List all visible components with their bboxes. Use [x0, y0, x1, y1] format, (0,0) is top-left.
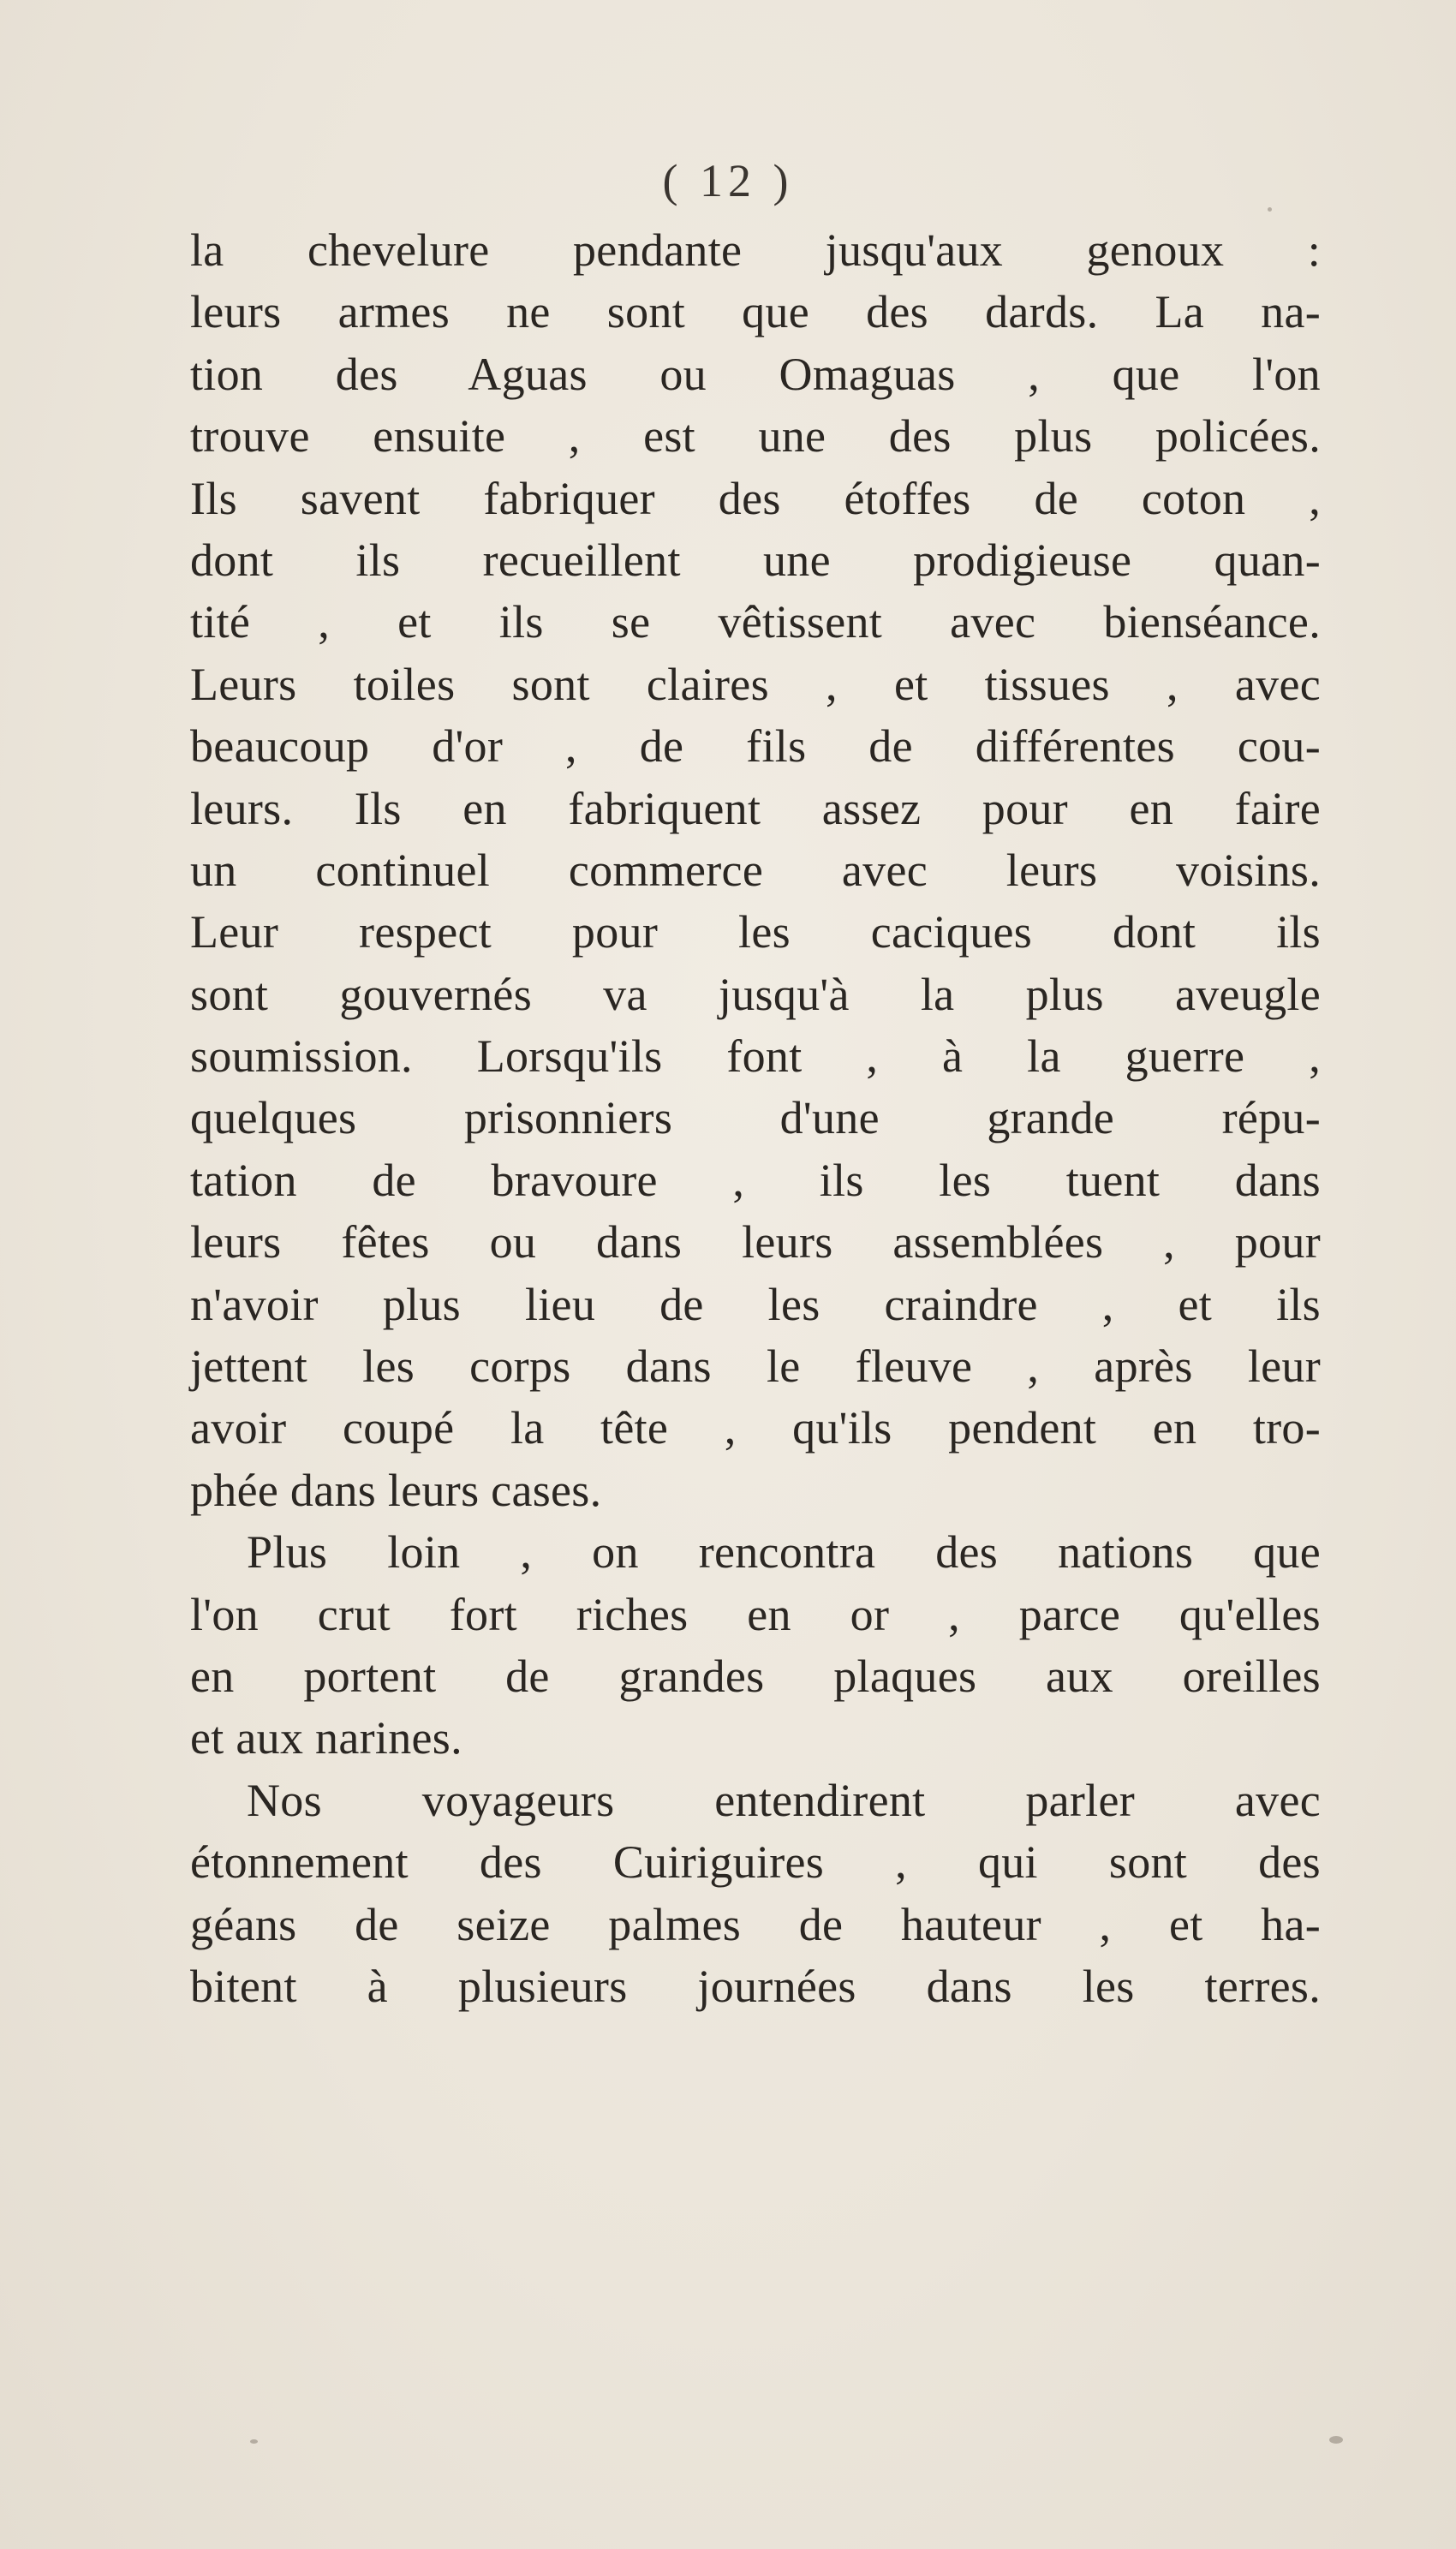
- text-line: leurs fêtes ou dans leurs assemblées , pour: [190, 1216, 1321, 1269]
- text-line: bitent à plusieurs journées dans les terres.: [190, 1960, 1321, 2012]
- text-line: soumission. Lorsqu'ils font , à la guerre ,: [190, 1030, 1321, 1083]
- text-line: et aux narines.: [190, 1712, 462, 1764]
- text-line: quelques prisonniers d'une grande répu-: [190, 1092, 1321, 1144]
- text-line: beaucoup d'or , de fils de différentes cou-: [190, 720, 1321, 773]
- text-line: Ils savent fabriquer des étoffes de coton ,: [190, 472, 1321, 524]
- paper-speck: [1268, 207, 1272, 212]
- text-line: tité , et ils se vêtissent avec bienséance.: [190, 596, 1321, 648]
- body-text: [190, 219, 1321, 2017]
- text-line: un continuel commerce avec leurs voisins.: [190, 844, 1321, 896]
- text-line: Leurs toiles sont claires , et tissues , avec: [190, 658, 1321, 710]
- text-line: avoir coupé la tête , qu'ils pendent en tro-: [190, 1402, 1321, 1454]
- text-line: la chevelure pendante jusqu'aux genoux :: [190, 224, 1321, 276]
- text-line: trouve ensuite , est une des plus policées.: [190, 410, 1321, 463]
- text-line: étonnement des Cuiriguires , qui sont des: [190, 1836, 1321, 1889]
- text-line: jettent les corps dans le fleuve , après leur: [190, 1340, 1321, 1393]
- paper-speck: [250, 2439, 258, 2444]
- text-line: leurs armes ne sont que des dards. La na-: [190, 286, 1321, 338]
- text-line: Plus loin , on rencontra des nations que: [247, 1526, 1321, 1579]
- text-line: Nos voyageurs entendirent parler avec: [247, 1774, 1321, 1826]
- text-line: en portent de grandes plaques aux oreilles: [190, 1650, 1321, 1702]
- text-line: sont gouvernés va jusqu'à la plus aveugle: [190, 968, 1321, 1020]
- text-line: géans de seize palmes de hauteur , et ha-: [190, 1898, 1321, 1950]
- text-line: Leur respect pour les caciques dont ils: [190, 906, 1321, 958]
- text-line: tion des Aguas ou Omaguas , que l'on: [190, 348, 1321, 400]
- text-line: tation de bravoure , ils les tuent dans: [190, 1154, 1321, 1206]
- text-line: leurs. Ils en fabriquent assez pour en faire: [190, 782, 1321, 834]
- paper-speck: [1329, 2436, 1343, 2444]
- text-line: l'on crut fort riches en or , parce qu'elles: [190, 1588, 1321, 1640]
- text-line: phée dans leurs cases.: [190, 1464, 602, 1516]
- text-line: n'avoir plus lieu de les craindre , et ils: [190, 1278, 1321, 1330]
- text-line: dont ils recueillent une prodigieuse quan-: [190, 534, 1321, 586]
- page-number: ( 12 ): [662, 155, 794, 206]
